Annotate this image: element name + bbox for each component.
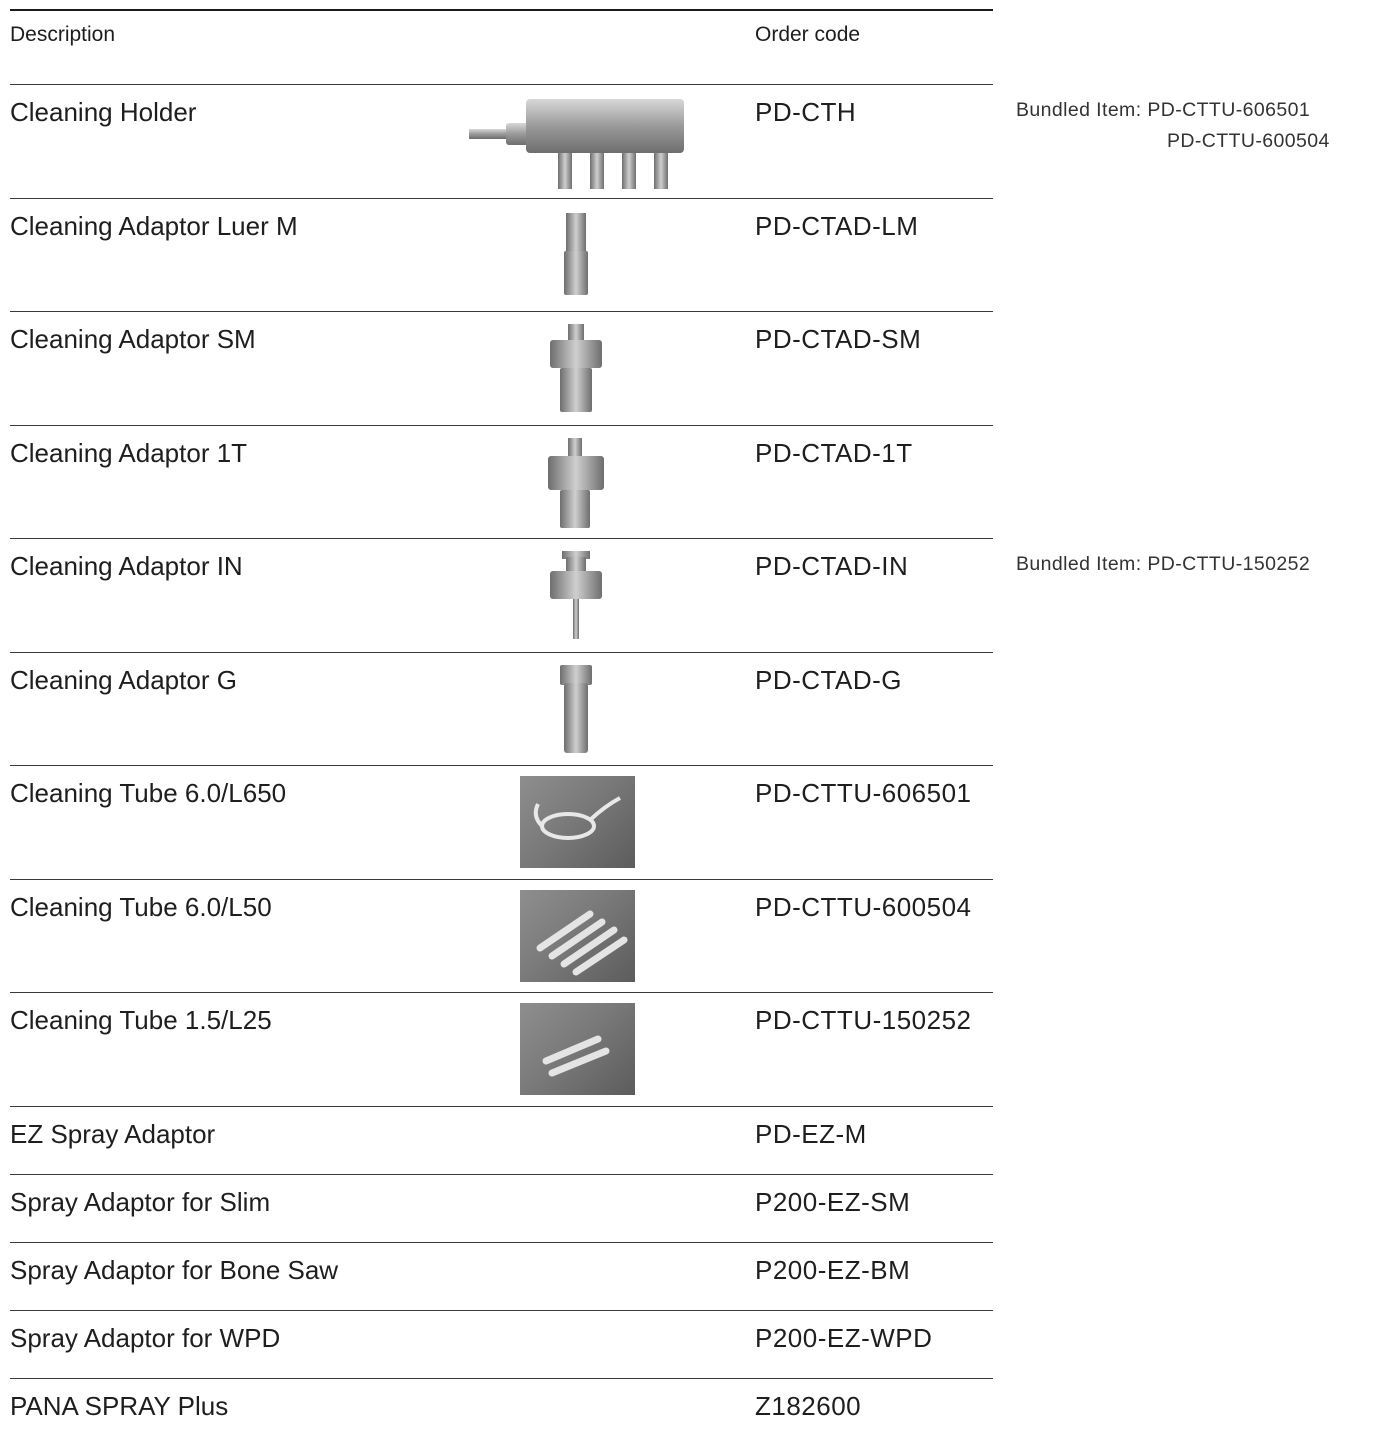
row-description: Cleaning Adaptor G (10, 665, 237, 695)
row-description: EZ Spray Adaptor (10, 1119, 216, 1149)
row-description: Spray Adaptor for Bone Saw (10, 1255, 339, 1285)
table-row (10, 311, 993, 425)
adaptor-1t-image (546, 438, 606, 530)
adaptor-luer-m-image (560, 211, 592, 297)
bundled-item-note-adaptor-in (1016, 553, 1310, 576)
cleaning-holder-image (466, 95, 698, 191)
table-row (10, 1106, 993, 1174)
row-order-code: P200-EZ-SM (755, 1187, 911, 1217)
row-description: Cleaning Tube 1.5/L25 (10, 1005, 272, 1035)
row-order-code: PD-CTAD-G (755, 665, 903, 695)
header-description: Description (10, 23, 116, 46)
row-description: Cleaning Adaptor 1T (10, 438, 248, 468)
table-row (10, 1378, 993, 1442)
table-row (10, 1242, 993, 1310)
header-order-code: Order code (755, 23, 861, 46)
row-order-code: P200-EZ-BM (755, 1255, 911, 1285)
row-order-code: PD-CTTU-606501 (755, 778, 972, 808)
tube-coil-photo (520, 776, 635, 868)
row-description: Cleaning Tube 6.0/L50 (10, 892, 272, 922)
table-header (10, 23, 993, 63)
row-order-code: PD-EZ-M (755, 1119, 867, 1149)
adaptor-g-image (558, 665, 594, 757)
bundled-item-second: PD-CTTU-600504 (1167, 130, 1330, 152)
tube-pieces-photo (520, 890, 635, 982)
table-top-rule (10, 9, 993, 11)
row-order-code: PD-CTAD-LM (755, 211, 919, 241)
row-order-code: Z182600 (755, 1391, 862, 1421)
table-row (10, 652, 993, 765)
row-description: PANA SPRAY Plus (10, 1391, 229, 1421)
table-row (10, 765, 993, 879)
table-row (10, 425, 993, 538)
adaptor-in-image (548, 551, 604, 641)
row-description: Cleaning Holder (10, 97, 197, 127)
row-order-code: PD-CTAD-1T (755, 438, 913, 468)
row-description: Spray Adaptor for Slim (10, 1187, 271, 1217)
row-order-code: P200-EZ-WPD (755, 1323, 933, 1353)
row-order-code: PD-CTAD-SM (755, 324, 922, 354)
adaptor-sm-image (548, 324, 604, 414)
table-row (10, 198, 993, 311)
bundled-item-label: Bundled Item: PD-CTTU-606501 (1016, 99, 1311, 121)
table-row (10, 1174, 993, 1242)
table-row (10, 992, 993, 1106)
row-description: Cleaning Adaptor Luer M (10, 211, 298, 241)
row-description: Cleaning Adaptor SM (10, 324, 256, 354)
table-row (10, 879, 993, 992)
table-row (10, 84, 993, 198)
row-order-code: PD-CTAD-IN (755, 551, 909, 581)
row-description: Spray Adaptor for WPD (10, 1323, 281, 1353)
table-row (10, 1310, 993, 1378)
row-description: Cleaning Adaptor IN (10, 551, 243, 581)
row-order-code: PD-CTTU-600504 (755, 892, 972, 922)
bundled-item-note-holder (1016, 99, 1330, 152)
tube-small-photo (520, 1003, 635, 1095)
row-order-code: PD-CTTU-150252 (755, 1005, 972, 1035)
row-order-code: PD-CTH (755, 97, 857, 127)
table-row (10, 538, 993, 652)
row-description: Cleaning Tube 6.0/L650 (10, 778, 287, 808)
bundled-item-label: Bundled Item: PD-CTTU-150252 (1016, 553, 1311, 575)
